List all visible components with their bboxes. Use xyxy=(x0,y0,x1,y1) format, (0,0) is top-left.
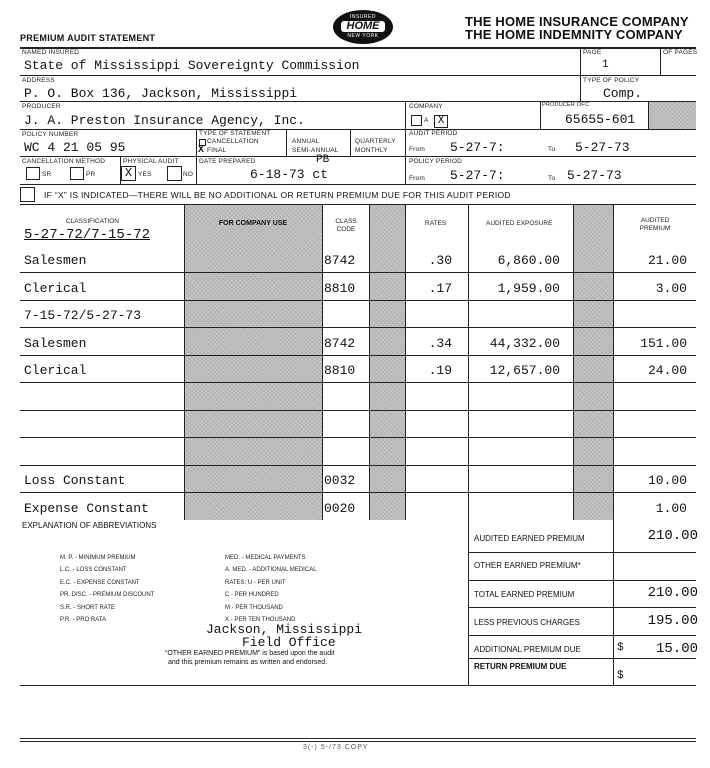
producer-shaded-area xyxy=(649,102,696,129)
table-cell-rate[interactable]: .30 xyxy=(428,253,452,268)
type-of-policy-value[interactable]: Comp. xyxy=(603,86,643,101)
return-currency: $ xyxy=(617,670,624,682)
semiannual-option-label: SEMI-ANNUAL xyxy=(292,147,339,154)
audit-from-value[interactable]: 5-27-7: xyxy=(450,140,505,155)
table-cell-exposure[interactable]: 6,860.00 xyxy=(497,253,560,268)
period-1-label[interactable]: 5-27-72/7-15-72 xyxy=(24,227,151,243)
footnote-line-2: and this premium remains as written and endorsed. xyxy=(168,659,328,666)
page-label: PAGE xyxy=(583,49,602,56)
final-checkbox-mark[interactable]: X xyxy=(198,145,205,156)
class-code-header: CLASS CODE xyxy=(335,218,357,233)
abbreviation-item: P.R. - PRO RATA xyxy=(60,617,107,623)
company-a-label: A xyxy=(424,117,429,124)
no-premium-checkbox[interactable] xyxy=(20,187,35,202)
policy-number-label: POLICY NUMBER xyxy=(22,131,79,138)
type-of-statement-label: TYPE OF STATEMENT xyxy=(199,130,271,137)
physical-audit-yes-checkbox[interactable]: X xyxy=(121,166,136,181)
table-cell-rate[interactable]: .34 xyxy=(428,336,452,351)
footnote-line-1: “OTHER EARNED PREMIUM” is based upon the audit xyxy=(165,650,335,657)
sr-checkbox[interactable] xyxy=(26,167,40,180)
less-previous-charges-label: LESS PREVIOUS CHARGES xyxy=(474,618,580,627)
audited-earned-premium-value[interactable]: 210.00 xyxy=(647,528,698,544)
table-cell-classification[interactable]: Salesmen xyxy=(24,253,87,268)
physical-audit-yes-label: YES xyxy=(138,171,152,178)
producer-ofc-label: PRODUCER OFC xyxy=(542,102,590,108)
table-cell-premium[interactable]: 24.00 xyxy=(647,363,687,378)
producer-label: PRODUCER xyxy=(22,103,61,110)
table-cell-code[interactable]: 0032 xyxy=(324,473,356,488)
audit-to-value[interactable]: 5-27-73 xyxy=(575,140,630,155)
abbreviation-item: A. MED. - ADDITIONAL MEDICAL xyxy=(225,567,317,574)
table-cell-classification[interactable]: Salesmen xyxy=(24,336,87,351)
abbreviation-item: S.R. - SHORT RATE xyxy=(60,604,116,611)
shaded-column-2 xyxy=(369,205,405,520)
type-of-policy-label: TYPE OF POLICY xyxy=(583,77,640,84)
company-label: COMPANY xyxy=(409,103,443,110)
page-number[interactable]: 1 xyxy=(602,59,609,71)
producer-ofc-value[interactable]: 65655-601 xyxy=(565,112,636,127)
cancellation-option-label: CANCELLATION xyxy=(207,138,259,145)
no-premium-notice: IF “X” IS INDICATED—THERE WILL BE NO ADDITIONAL OR RETURN PREMIUM DUE FOR THIS AUDIT PERIOD xyxy=(44,190,511,200)
abbreviation-item: L.C. - LOSS CONSTANT xyxy=(60,567,127,574)
pr-checkbox[interactable] xyxy=(70,167,84,180)
table-cell-classification[interactable]: Loss Constant xyxy=(24,473,126,488)
table-cell-code[interactable]: 8810 xyxy=(324,363,356,378)
table-cell-classification[interactable]: Expense Constant xyxy=(24,501,149,516)
table-cell-premium[interactable]: 3.00 xyxy=(655,281,687,296)
table-cell-premium[interactable]: 10.00 xyxy=(647,473,687,488)
policy-from-value[interactable]: 5-27-7: xyxy=(450,168,505,183)
table-cell-exposure[interactable]: 12,657.00 xyxy=(489,363,560,378)
abbreviation-item: X - PER TEN THOUSAND xyxy=(225,617,296,623)
less-previous-charges-value[interactable]: 195.00 xyxy=(647,613,698,629)
policy-from-label: From xyxy=(409,175,425,182)
monthly-option-label: MONTHLY xyxy=(355,147,388,154)
policy-to-value[interactable]: 5-27-73 xyxy=(567,168,622,183)
other-earned-premium-label: OTHER EARNED PREMIUM* xyxy=(474,561,581,570)
logo-bottom-text: NEW YORK xyxy=(347,33,379,39)
abbreviation-item: M. P. - MINIMUM PREMIUM xyxy=(60,555,136,561)
office-city: Jackson, Mississippi xyxy=(206,622,363,637)
table-cell-exposure[interactable]: 44,332.00 xyxy=(489,336,560,351)
abbreviation-item: E.C. - EXPENSE CONSTANT xyxy=(60,579,140,586)
additional-premium-due-value[interactable]: 15.00 xyxy=(655,641,698,657)
company-name-1: THE HOME INSURANCE COMPANY xyxy=(465,14,689,29)
table-cell-code[interactable]: 8810 xyxy=(324,281,356,296)
audit-from-label: From xyxy=(409,146,425,153)
form-title: PREMIUM AUDIT STATEMENT xyxy=(20,33,156,43)
date-prepared-initials: PB xyxy=(316,154,330,166)
named-insured-label: NAMED INSURED xyxy=(22,49,80,56)
abbreviation-item: C - PER HUNDRED xyxy=(225,592,279,599)
cancellation-method-label: CANCELLATION METHOD xyxy=(22,158,106,165)
table-cell-rate[interactable]: .19 xyxy=(428,363,452,378)
of-pages-label: OF PAGES xyxy=(663,49,698,56)
table-cell-code[interactable]: 0020 xyxy=(324,501,356,516)
office-name: Field Office xyxy=(242,635,336,650)
sr-label: SR xyxy=(42,171,52,178)
company-a-checkbox[interactable] xyxy=(411,115,422,126)
final-option-label: FINAL xyxy=(207,147,227,154)
shaded-column-3 xyxy=(573,205,613,520)
annual-option-label: ANNUAL xyxy=(292,138,320,145)
table-cell-premium[interactable]: 151.00 xyxy=(640,336,687,351)
table-cell-code[interactable]: 8742 xyxy=(324,336,356,351)
table-cell-rate[interactable]: .17 xyxy=(428,281,452,296)
company-logo xyxy=(333,10,393,44)
table-cell-classification[interactable]: Clerical xyxy=(24,363,87,378)
audited-earned-premium-label: AUDITED EARNED PREMIUM xyxy=(474,534,585,543)
footer-code: 3(-) 5-/73 COPY xyxy=(303,744,369,751)
table-cell-exposure[interactable]: 1,959.00 xyxy=(497,281,560,296)
abbreviation-item: PR. DISC. - PREMIUM DISCOUNT xyxy=(60,592,155,599)
abbreviations-title: EXPLANATION OF ABBREVIATIONS xyxy=(22,521,157,530)
policy-number-value[interactable]: WC 4 21 05 95 xyxy=(24,140,126,155)
table-cell-classification[interactable]: 7-15-72/5-27-73 xyxy=(24,308,142,323)
table-cell-classification[interactable]: Clerical xyxy=(24,281,87,296)
classification-header: CLASSIFICATION xyxy=(66,218,119,225)
policy-period-label: POLICY PERIOD xyxy=(409,158,463,165)
company-name-2: THE HOME INDEMNITY COMPANY xyxy=(465,27,683,42)
total-earned-premium-value[interactable]: 210.00 xyxy=(647,585,698,601)
rates-header: RATES xyxy=(425,220,447,227)
table-cell-code[interactable]: 8742 xyxy=(324,253,356,268)
audit-period-label: AUDIT PERIOD xyxy=(409,130,458,137)
abbreviation-item: M - PER THOUSAND xyxy=(225,604,283,611)
address-label: ADDRESS xyxy=(22,77,55,84)
pr-label: PR xyxy=(86,171,96,178)
company-use-header: FOR COMPANY USE xyxy=(218,220,288,227)
abbreviation-item: MED. - MEDICAL PAYMENTS xyxy=(225,555,306,561)
total-earned-premium-label: TOTAL EARNED PREMIUM xyxy=(474,590,575,599)
return-premium-due-label: RETURN PREMIUM DUE xyxy=(474,662,567,671)
date-prepared-label: DATE PREPARED xyxy=(199,158,256,165)
company-checkbox-marked[interactable]: X xyxy=(434,115,448,128)
producer-value[interactable]: J. A. Preston Insurance Agency, Inc. xyxy=(24,113,305,128)
table-cell-premium[interactable]: 1.00 xyxy=(655,501,687,516)
abbreviation-item: RATES: U - PER UNIT xyxy=(225,579,286,586)
audit-to-label: To xyxy=(548,146,556,153)
named-insured-value[interactable]: State of Mississippi Sovereignty Commission xyxy=(24,58,360,73)
additional-currency: $ xyxy=(617,642,624,654)
additional-premium-due-label: ADDITIONAL PREMIUM DUE xyxy=(474,645,581,654)
table-cell-premium[interactable]: 21.00 xyxy=(647,253,687,268)
physical-audit-no-checkbox[interactable] xyxy=(167,166,182,181)
quarterly-option-label: QUARTERLY xyxy=(355,138,396,145)
audited-exposure-header: AUDITED EXPOSURE xyxy=(486,220,553,227)
address-value[interactable]: P. O. Box 136, Jackson, Mississippi xyxy=(24,86,298,101)
logo-top-text: INSURED xyxy=(349,14,376,20)
date-prepared-value[interactable]: 6-18-73 ct xyxy=(250,167,329,182)
policy-to-label: To xyxy=(548,175,556,182)
physical-audit-label: PHYSICAL AUDIT xyxy=(123,158,179,165)
audited-premium-header: AUDITED PREMIUM xyxy=(639,217,671,232)
company-use-column xyxy=(184,205,322,520)
physical-audit-no-label: NO xyxy=(183,171,194,178)
logo-middle-text: HOME xyxy=(341,21,385,32)
